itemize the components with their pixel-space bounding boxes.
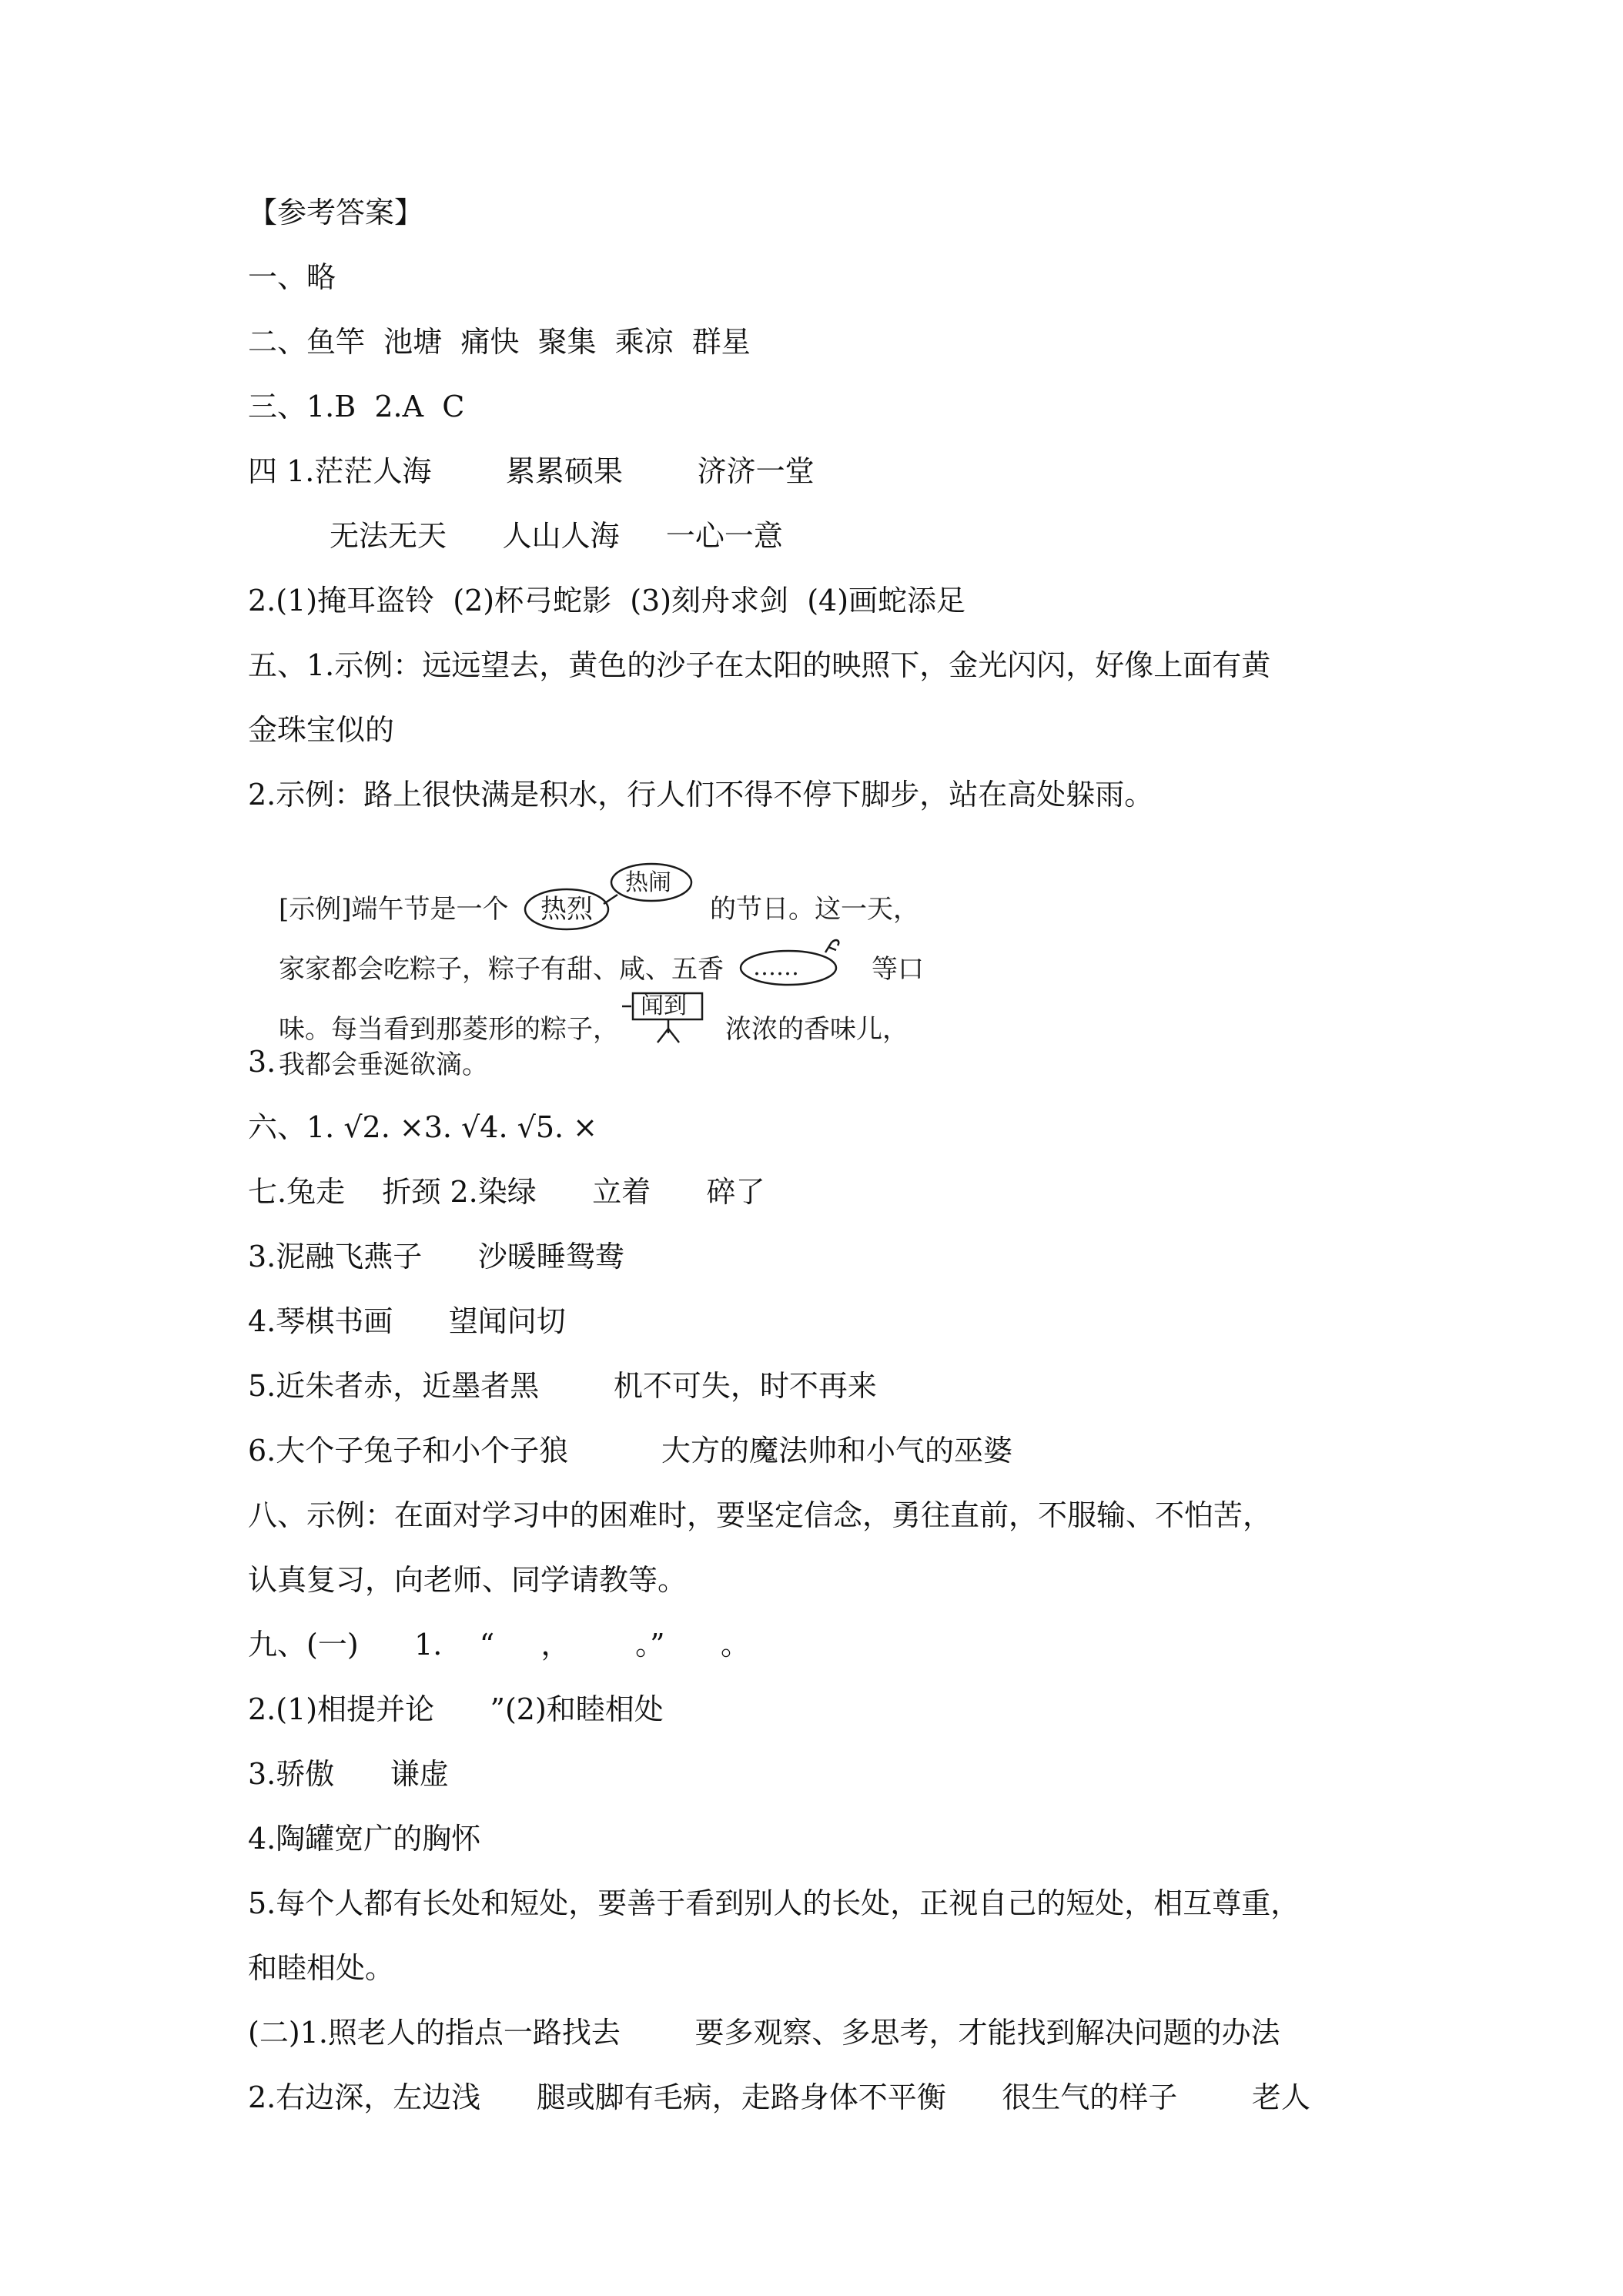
answer-line: 2.(1)相提并论 ”(2)和睦相处 — [248, 1692, 664, 1726]
ellipsis-text: …… — [753, 954, 799, 981]
figure-text: 我都会垂涎欲滴。 — [279, 1049, 488, 1080]
answer-line: 5.每个人都有长处和短处，要善于看到别人的长处，正视自己的短处，相互尊重， — [248, 1886, 1300, 1920]
inserted-word: 闻到 — [641, 992, 687, 1019]
answer-line: 认真复习，向老师、同学请教等。 — [248, 1563, 688, 1597]
question-number: 3. — [248, 1045, 276, 1079]
answer-line: 二、鱼竿 池塘 痛快 聚集 乘凉 群星 — [248, 325, 751, 359]
answer-line: 金珠宝似的 — [248, 713, 395, 747]
answer-line: 六、1. √2. ×3. √4. √5. × — [248, 1110, 597, 1144]
circled-word: 热烈 — [540, 894, 593, 925]
inserted-word: 热闹 — [625, 869, 671, 896]
answer-line: 无法无天 人山人海 一心一意 — [330, 519, 783, 553]
answer-line: 2.示例：路上很快满是积水，行人们不得不停下脚步，站在高处躲雨。 — [248, 778, 1154, 812]
figure-text: 家家都会吃粽子，粽子有甜、咸、五香 — [279, 954, 724, 985]
figure-text: 浓浓的香味儿， — [725, 1014, 909, 1045]
figure-text: 味。每当看到那菱形的粽子， — [279, 1014, 619, 1045]
answer-line: 三、1.B 2.A C — [248, 390, 465, 423]
answer-line: 2.(1)掩耳盗铃 (2)杯弓蛇影 (3)刻舟求剑 (4)画蛇添足 — [248, 584, 966, 618]
connector-line — [604, 895, 617, 904]
answer-line: 5.近朱者赤，近墨者黑 机不可失，时不再来 — [248, 1369, 877, 1403]
answer-line: 4.琴棋书画 望闻问切 — [248, 1304, 566, 1338]
answer-title: 【参考答案】 — [248, 196, 424, 229]
answer-line: 6.大个子兔子和小个子狼 大方的魔法帅和小气的巫婆 — [248, 1434, 1013, 1468]
answer-line: 八、示例：在面对学习中的困难时，要坚定信念，勇往直前，不服输、不怕苦， — [248, 1498, 1273, 1532]
figure-text: 等口 — [872, 954, 924, 985]
answer-line: 九、(一) 1. “ ， 。” 。 — [248, 1628, 750, 1662]
figure-text: [示例]端午节是一个 — [279, 894, 509, 925]
answer-line: 和睦相处。 — [248, 1951, 395, 1985]
delete-mark — [825, 940, 838, 952]
figure-text: 的节日。这一天， — [710, 894, 919, 925]
answer-line: 3.泥融飞燕子 沙暖睡鸳鸯 — [248, 1240, 624, 1274]
answer-line: 四 1.茫茫人海 累累硕果 济济一堂 — [248, 454, 815, 488]
answer-line: 2.右边深，左边浅 腿或脚有毛病，走路身体不平衡 很生气的样子 老人 — [248, 2080, 1310, 2114]
answer-line: (二)1.照老人的指点一路找去 要多观察、多思考，才能找到解决问题的办法 — [248, 2016, 1280, 2050]
answer-line: 七.兔走 折颈 2.染绿 立着 碎了 — [248, 1175, 765, 1209]
answer-line: 3.骄傲 谦虚 — [248, 1757, 449, 1791]
answer-line: 五、1.示例：远远望去，黄色的沙子在太阳的映照下，金光闪闪，好像上面有黄 — [248, 648, 1271, 682]
answer-line: 一、略 — [248, 260, 336, 294]
revision-figure — [248, 862, 956, 1082]
answer-line: 4.陶罐宽广的胸怀 — [248, 1822, 481, 1856]
revision-marks — [248, 862, 956, 1082]
